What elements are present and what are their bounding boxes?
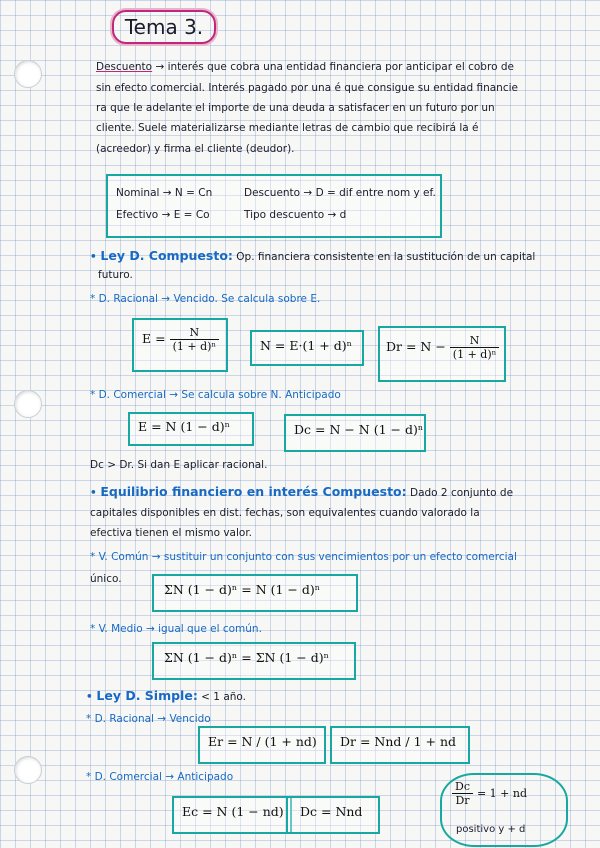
equilibrio-heading: Equilibrio financiero en interés Compuesto: bbox=[100, 484, 407, 499]
ley-compuesto-text: Op. financiera consistente en la sustitución de un capital bbox=[236, 251, 536, 263]
equilibrio-line-3: efectiva tienen el mismo valor. bbox=[90, 527, 253, 539]
equilibrio-text-1: Dado 2 conjunto de bbox=[409, 487, 514, 499]
ley-simple-line: • Ley D. Simple: < 1 año. bbox=[86, 688, 246, 703]
simple-racional-label: * D. Racional → Vencido bbox=[86, 713, 211, 725]
descuento-line-5: (acreedor) y firma el cliente (deudor). bbox=[96, 143, 295, 155]
title-box bbox=[112, 10, 216, 44]
formula-dr-simple: Dr = Nnd / 1 + nd bbox=[340, 734, 456, 749]
descuento-line-4: cliente. Suele materializarse mediante letras de cambio que recibirá la é bbox=[96, 122, 479, 134]
ley-compuesto-line-2: futuro. bbox=[98, 269, 133, 281]
descuento-term: Descuento bbox=[96, 61, 153, 73]
medio-label: * V. Medio → igual que el común. bbox=[90, 623, 262, 635]
definitions-box bbox=[106, 174, 442, 238]
formula-e-comercial: E = N (1 − d)ⁿ bbox=[138, 419, 230, 434]
ley-compuesto-line-1: • Ley D. Compuesto: Op. financiera consistente en la sustitución de un capital bbox=[90, 248, 536, 263]
binder-hole bbox=[14, 756, 42, 784]
nominal-def: Nominal → N = Cn bbox=[116, 187, 213, 199]
formula-ec: Ec = N (1 − nd) bbox=[182, 804, 284, 819]
binder-hole bbox=[14, 390, 42, 418]
comun-label: * V. Común → sustituir un conjunto con sus vencimientos por un efecto comercial bbox=[90, 551, 517, 563]
ratio-note: positivo y + d bbox=[456, 824, 526, 835]
equilibrio-line-1: • Equilibrio financiero en interés Compuesto: Dado 2 conjunto de bbox=[90, 484, 514, 499]
comun-cont: único. bbox=[90, 573, 122, 585]
binder-hole bbox=[14, 60, 42, 88]
descuento-line-2: sin efecto comercial. Interés pagado por una é que consigue su entidad financie bbox=[96, 82, 518, 94]
formula-e-racional: E = $\frac{N}{\text{(1 + d)ⁿ}}$ bbox=[142, 326, 219, 353]
formula-er: Er = N / (1 + nd) bbox=[208, 734, 317, 749]
formula-dr-racional: Dr = N − $\frac{N}{\text{(1 + d)ⁿ}}$ bbox=[386, 334, 499, 361]
ley-compuesto-heading: Ley D. Compuesto: bbox=[100, 248, 233, 263]
formula-n-racional: N = E·(1 + d)ⁿ bbox=[260, 338, 352, 353]
ratio-fraction: $\frac{Dc}{Dr}$ = 1 + nd bbox=[452, 780, 527, 807]
descuento-text-1: → interés que cobra una entidad financiera por anticipar el cobro de bbox=[155, 61, 514, 73]
descuento-def: Descuento → D = dif entre nom y ef. bbox=[244, 187, 436, 199]
formula-dc-comercial: Dc = N − N (1 − d)ⁿ bbox=[294, 422, 424, 437]
tipo-def: Tipo descuento → d bbox=[244, 209, 347, 221]
compuesto-note: Dc > Dr. Si dan E aplicar racional. bbox=[90, 459, 268, 471]
racional-label: * D. Racional → Vencido. Se calcula sobre E. bbox=[90, 293, 321, 305]
descuento-line-3: ra que le adelante el importe de una deuda a satisfacer en un futuro por un bbox=[96, 102, 495, 114]
descuento-line-1 bbox=[96, 60, 514, 75]
formula-comun: ΣN (1 − d)ⁿ = N (1 − d)ⁿ bbox=[164, 582, 321, 597]
simple-comercial-label: * D. Comercial → Anticipado bbox=[86, 771, 234, 783]
page-title: Tema 3. bbox=[124, 15, 204, 39]
ley-simple-note: < 1 año. bbox=[201, 691, 246, 703]
ley-simple-heading: Ley D. Simple: bbox=[96, 688, 198, 703]
formula-medio: ΣN (1 − d)ⁿ = ΣN (1 − d)ⁿ bbox=[164, 650, 329, 665]
equilibrio-line-2: capitales disponibles en dist. fechas, son equivalentes cuando valorado la bbox=[90, 507, 480, 519]
formula-dc-simple: Dc = Nnd bbox=[300, 804, 363, 819]
comercial-label: * D. Comercial → Se calcula sobre N. Anticipado bbox=[90, 389, 341, 401]
efectivo-def: Efectivo → E = Co bbox=[116, 209, 210, 221]
